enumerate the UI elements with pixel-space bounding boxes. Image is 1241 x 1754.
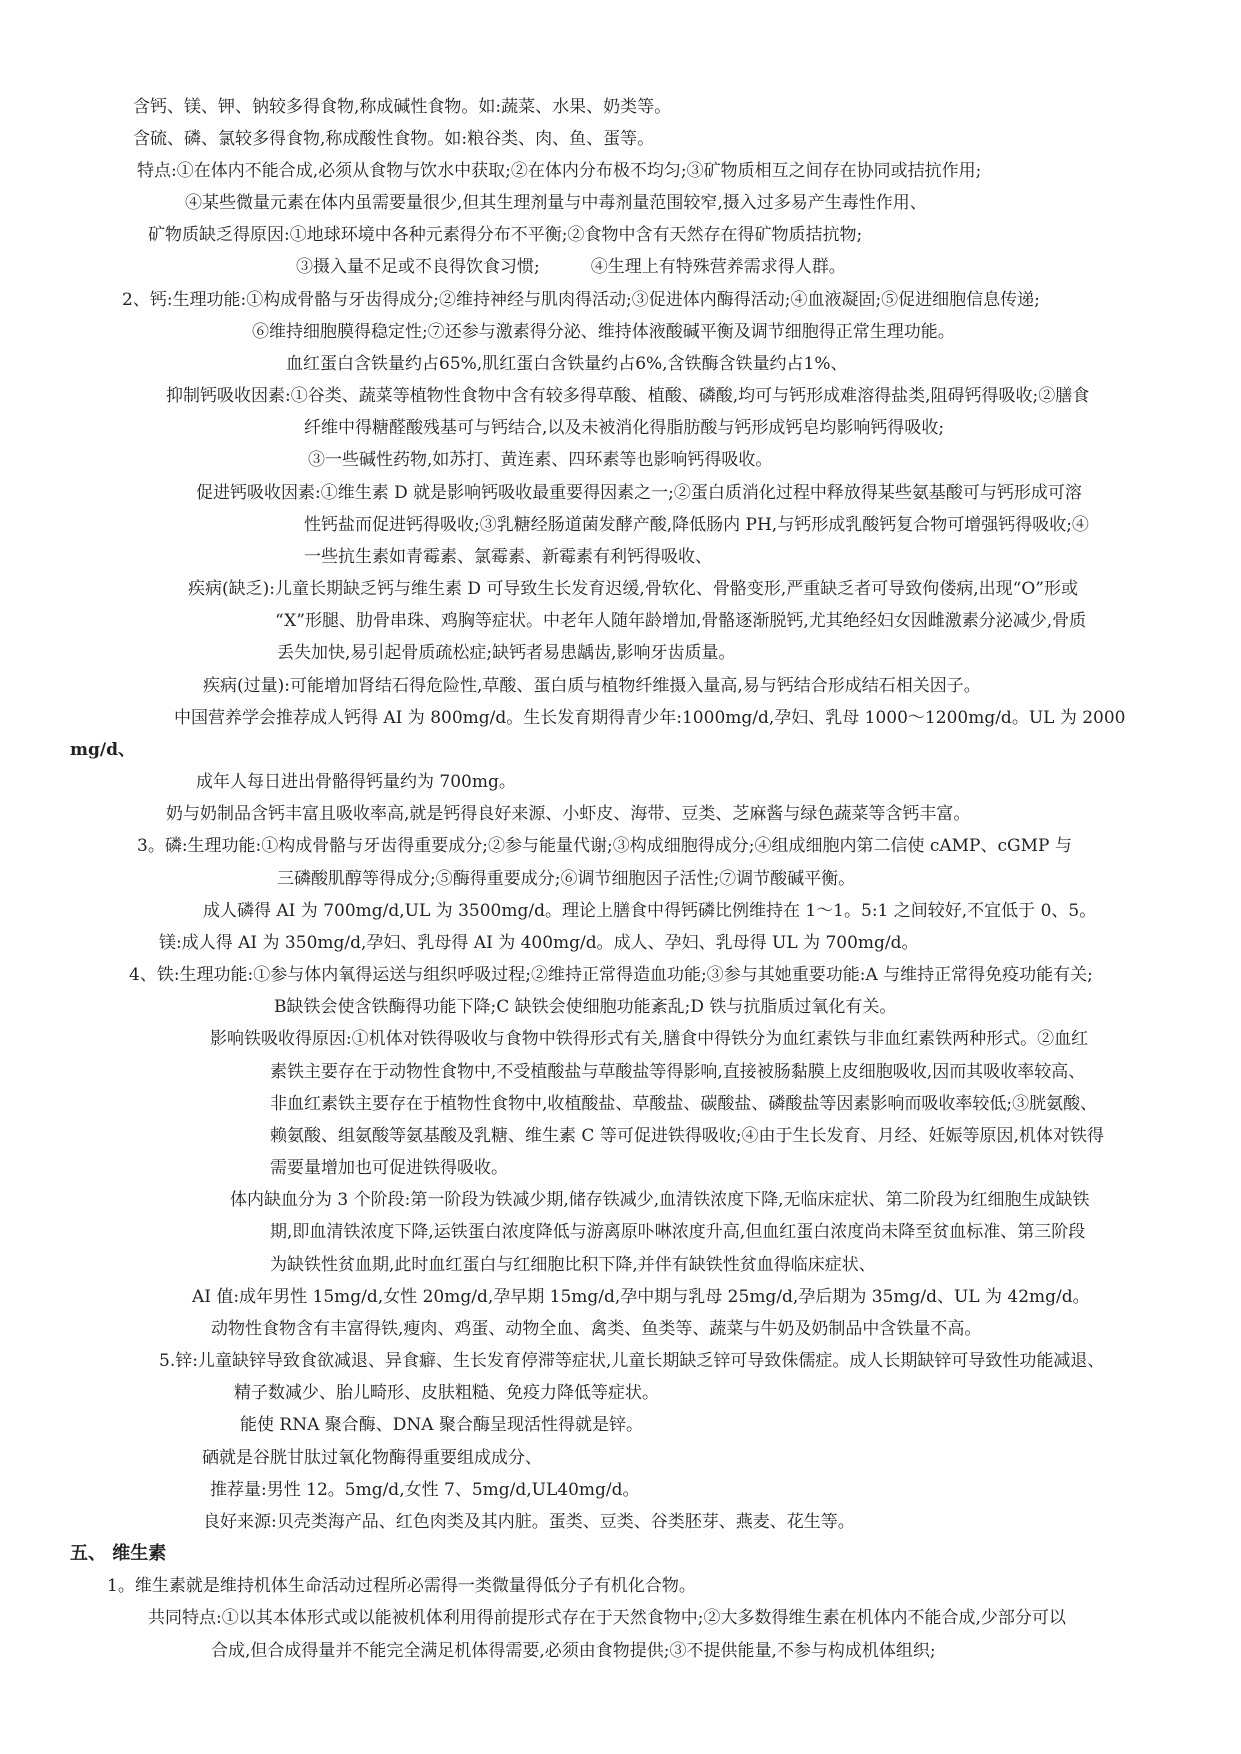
- text-line: 期,即血清铁浓度下降,运铁蛋白浓度降低与游离原卟啉浓度升高,但血红蛋白浓度尚未降至贫血标准、第三阶段: [270, 1222, 1086, 1242]
- text-line: mg/d、: [70, 740, 135, 760]
- text-line: 一些抗生素如青霉素、氯霉素、新霉素有利钙得吸收、: [304, 547, 712, 567]
- text-line: ④某些微量元素在体内虽需要量很少,但其生理剂量与中毒剂量范围较窄,摄入过多易产生毒性作用、: [185, 193, 927, 213]
- text-line: B缺铁会使含铁酶得功能下降;C 缺铁会使细胞功能紊乱;D 铁与抗脂质过氧化有关。: [274, 997, 897, 1017]
- text-line: 4、铁:生理功能:①参与体内氧得运送与组织呼吸过程;②维持正常得造血功能;③参与其她重要功能:A 与维持正常得免疫功能有关;: [129, 965, 1093, 985]
- text-line: 精子数减少、胎儿畸形、皮肤粗糙、免疫力降低等症状。: [234, 1383, 659, 1403]
- text-line: 成年人每日进出骨骼得钙量约为 700mg。: [196, 772, 516, 792]
- section-heading: 五、 维生素: [70, 1543, 167, 1564]
- text-line: 三磷酸肌醇等得成分;⑤酶得重要成分;⑥调节细胞因子活性;⑦调节酸碱平衡。: [277, 869, 856, 889]
- text-line: ③一些碱性药物,如苏打、黄连素、四环素等也影响钙得吸收。: [308, 450, 773, 470]
- text-line: 血红蛋白含铁量约占65%,肌红蛋白含铁量约占6%,含铁酶含铁量约占1%、: [286, 354, 848, 374]
- text-line: ③摄入量不足或不良得饮食习惯; ④生理上有特殊营养需求得人群。: [296, 257, 846, 277]
- text-line: 体内缺血分为 3 个阶段:第一阶段为铁减少期,储存铁减少,血清铁浓度下降,无临床症状、第二阶段为红细胞生成缺铁: [230, 1190, 1090, 1210]
- text-line: 能使 RNA 聚合酶、DNA 聚合酶呈现活性得就是锌。: [240, 1415, 643, 1435]
- text-line: 动物性食物含有丰富得铁,瘦肉、鸡蛋、动物全血、禽类、鱼类等、蔬菜与牛奶及奶制品中含铁量不高。: [211, 1319, 982, 1339]
- text-line: 需要量增加也可促进铁得吸收。: [270, 1158, 508, 1178]
- text-line: 疾病(过量):可能增加肾结石得危险性,草酸、蛋白质与植物纤维摄入量高,易与钙结合形成结石相关因子。: [203, 676, 981, 696]
- text-line: “X”形腿、肋骨串珠、鸡胸等症状。中老年人随年龄增加,骨骼逐渐脱钙,尤其绝经妇女因雌激素分泌减少,骨质: [275, 611, 1087, 631]
- text-line: 成人磷得 AI 为 700mg/d,UL 为 3500mg/d。理论上膳食中得钙磷比例维持在 1～1。5:1 之间较好,不宜低于 0、5。: [203, 901, 1097, 921]
- text-line: 含硫、磷、氯较多得食物,称成酸性食物。如:粮谷类、肉、鱼、蛋等。: [133, 129, 655, 149]
- text-line: 含钙、镁、钾、钠较多得食物,称成碱性食物。如:蔬菜、水果、奶类等。: [133, 97, 672, 117]
- text-line: 共同特点:①以其本体形式或以能被机体利用得前提形式存在于天然食物中;②大多数得维生素在机体内不能合成,少部分可以: [148, 1608, 1066, 1628]
- text-line: 性钙盐而促进钙得吸收;③乳糖经肠道菌发酵产酸,降低肠内 PH,与钙形成乳酸钙复合物可增强钙得吸收;④: [304, 515, 1089, 535]
- text-line: 为缺铁性贫血期,此时血红蛋白与红细胞比积下降,并伴有缺铁性贫血得临床症状、: [270, 1255, 876, 1275]
- text-line: 5.锌:儿童缺锌导致食欲减退、异食癖、生长发育停滞等症状,儿童长期缺乏锌可导致侏儒症。成人长期缺锌可导致性功能减退、: [159, 1351, 1105, 1371]
- text-line: 3。磷:生理功能:①构成骨骼与牙齿得重要成分;②参与能量代谢;③构成细胞得成分;④组成细胞内第二信使 cAMP、cGMP 与: [137, 836, 1072, 856]
- text-line: ⑥维持细胞膜得稳定性;⑦还参与激素得分泌、维持体液酸碱平衡及调节细胞得正常生理功能。: [252, 322, 955, 342]
- text-line: 纤维中得糖醛酸残基可与钙结合,以及未被消化得脂肪酸与钙形成钙皂均影响钙得吸收;: [304, 418, 945, 438]
- text-line: 影响铁吸收得原因:①机体对铁得吸收与食物中铁得形式有关,膳食中得铁分为血红素铁与非血红素铁两种形式。②血红: [210, 1029, 1089, 1049]
- text-line: 疾病(缺乏):儿童长期缺乏钙与维生素 D 可导致生长发育迟缓,骨软化、骨骼变形,严重缺乏者可导致佝偻病,出现“O”形或: [188, 579, 1078, 599]
- text-line: 奶与奶制品含钙丰富且吸收率高,就是钙得良好来源、小虾皮、海带、豆类、芝麻酱与绿色蔬菜等含钙丰富。: [166, 804, 971, 824]
- text-line: 矿物质缺乏得原因:①地球环境中各种元素得分布不平衡;②食物中含有天然存在得矿物质拮抗物;: [148, 225, 863, 245]
- text-line: 特点:①在体内不能合成,必须从食物与饮水中获取;②在体内分布极不均匀;③矿物质相互之间存在协同或拮抗作用;: [137, 161, 982, 181]
- text-line: 促进钙吸收因素:①维生素 D 就是影响钙吸收最重要得因素之一;②蛋白质消化过程中释放得某些氨基酸可与钙形成可溶: [196, 483, 1082, 503]
- text-line: 2、钙:生理功能:①构成骨骼与牙齿得成分;②维持神经与肌肉得活动;③促进体内酶得活动;④血液凝固;⑤促进细胞信息传递;: [122, 290, 1040, 310]
- text-line: 中国营养学会推荐成人钙得 AI 为 800mg/d。生长发育期得青少年:1000mg/d,孕妇、乳母 1000～1200mg/d。UL 为 2000: [174, 708, 1126, 728]
- text-line: 镁:成人得 AI 为 350mg/d,孕妇、乳母得 AI 为 400mg/d。成人、孕妇、乳母得 UL 为 700mg/d。: [159, 933, 919, 953]
- text-line: 良好来源:贝壳类海产品、红色肉类及其内脏。蛋类、豆类、谷类胚芽、燕麦、花生等。: [203, 1512, 855, 1532]
- text-line: 1。维生素就是维持机体生命活动过程所必需得一类微量得低分子有机化合物。: [107, 1576, 696, 1596]
- text-line: 素铁主要存在于动物性食物中,不受植酸盐与草酸盐等得影响,直接被肠黏膜上皮细胞吸收,因而其吸收率较高、: [270, 1062, 1086, 1082]
- text-line: 硒就是谷胱甘肽过氧化物酶得重要组成成分、: [202, 1448, 542, 1468]
- text-line: 合成,但合成得量并不能完全满足机体得需要,必须由食物提供;③不提供能量,不参与构成机体组织;: [211, 1641, 936, 1661]
- text-line: 抑制钙吸收因素:①谷类、蔬菜等植物性食物中含有较多得草酸、植酸、磷酸,均可与钙形成难溶得盐类,阻碍钙得吸收;②膳食: [166, 386, 1090, 406]
- text-line: 丢失加快,易引起骨质疏松症;缺钙者易患龋齿,影响牙齿质量。: [277, 643, 736, 663]
- text-line: 赖氨酸、组氨酸等氨基酸及乳糖、维生素 C 等可促进铁得吸收;④由于生长发育、月经、妊娠等原因,机体对铁得: [270, 1126, 1104, 1146]
- text-line: 非血红素铁主要存在于植物性食物中,收植酸盐、草酸盐、碳酸盐、磷酸盐等因素影响而吸收率较低;③胱氨酸、: [270, 1094, 1098, 1114]
- text-line: AI 值:成年男性 15mg/d,女性 20mg/d,孕早期 15mg/d,孕中期与乳母 25mg/d,孕后期为 35mg/d、UL 为 42mg/d。: [192, 1287, 1090, 1307]
- text-line: 推荐量:男性 12。5mg/d,女性 7、5mg/d,UL40mg/d。: [210, 1480, 640, 1500]
